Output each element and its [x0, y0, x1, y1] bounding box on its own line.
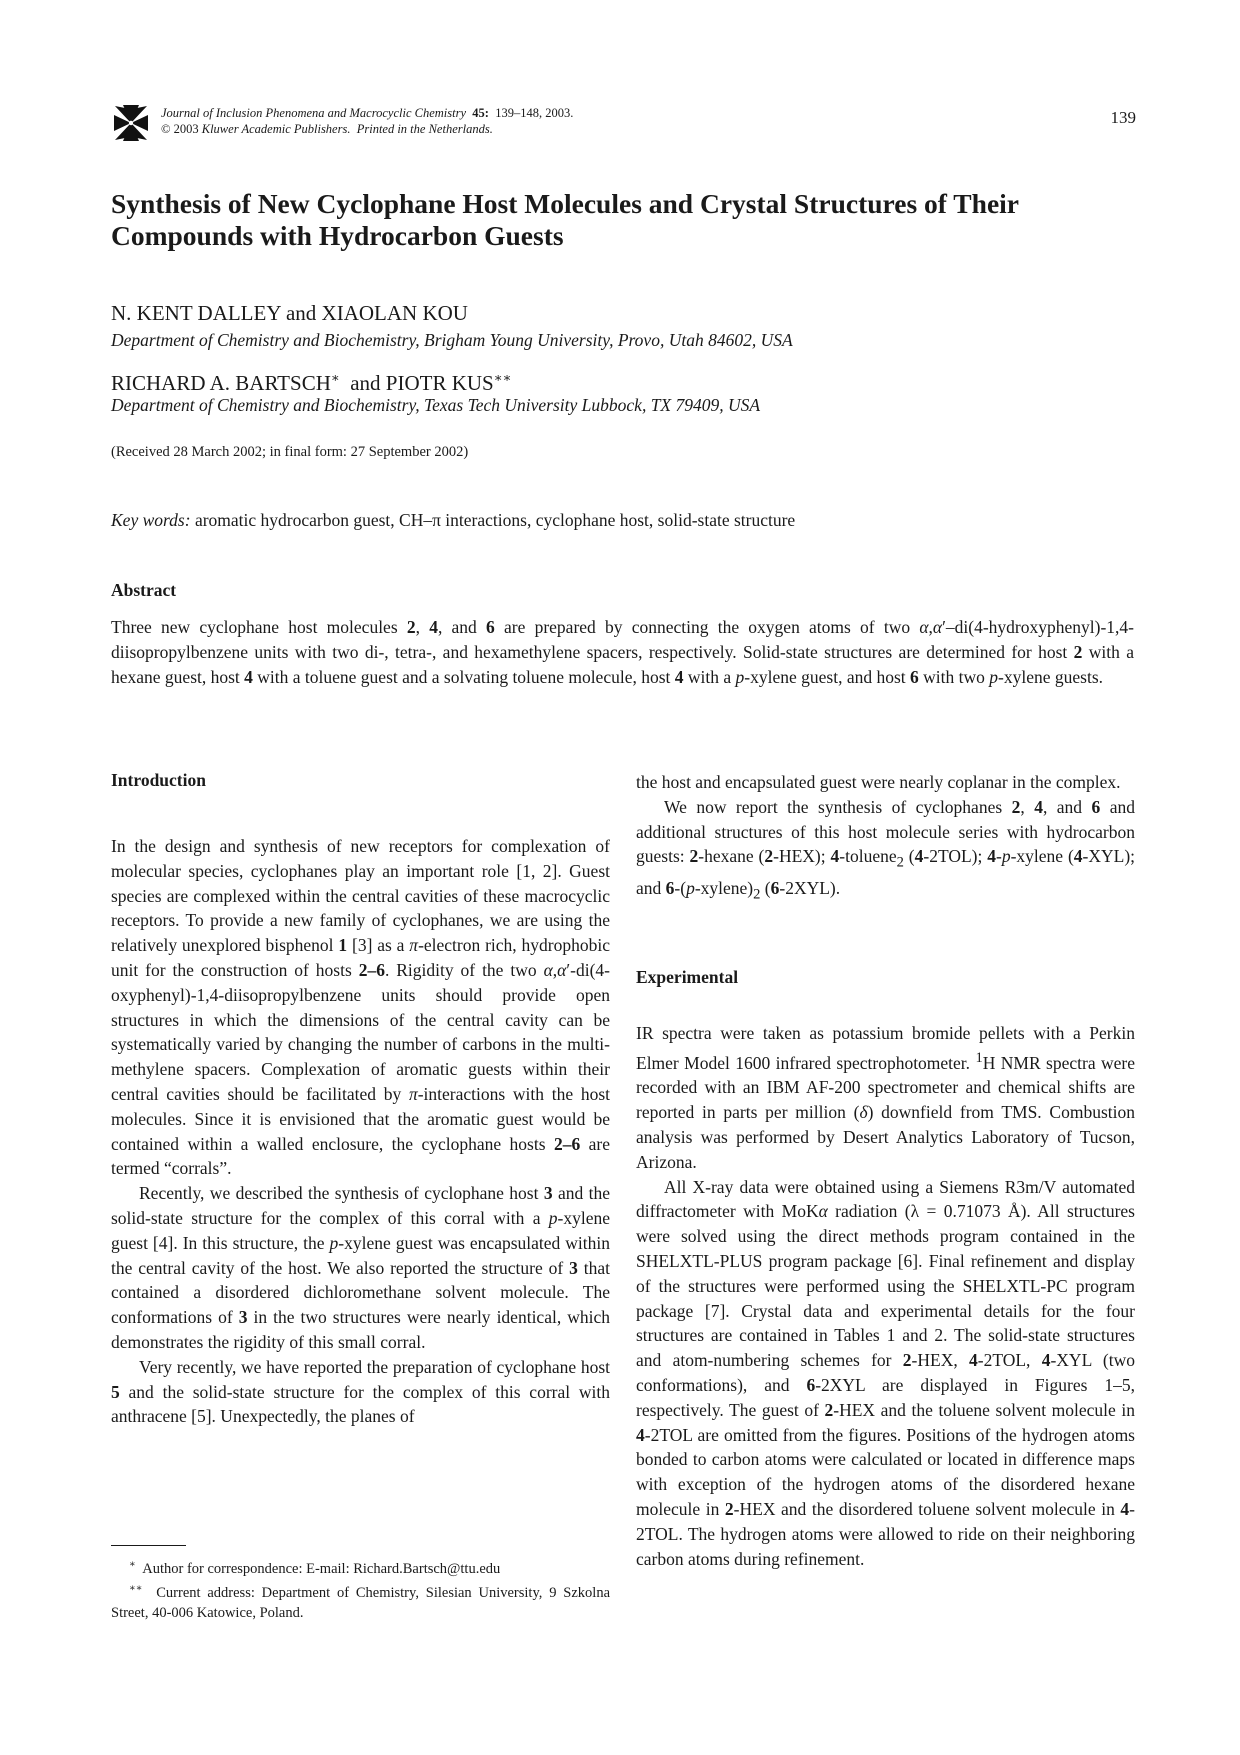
abstract-heading: Abstract — [111, 580, 177, 600]
journal-volume: 45: — [472, 106, 489, 120]
footnotes — [111, 1555, 610, 1623]
journal-header — [111, 103, 1136, 143]
keywords-text: aromatic hydrocarbon guest, CH–π interactions, cyclophane host, solid-state structure — [194, 510, 796, 530]
journal-citation — [161, 105, 573, 137]
keywords — [111, 510, 795, 531]
introduction-continuation — [636, 770, 1135, 907]
footnote-mark: ∗∗ — [493, 370, 512, 385]
experimental-heading: Experimental — [636, 967, 739, 987]
publisher-logo-icon — [111, 103, 151, 143]
journal-citation-line-1 — [161, 105, 573, 121]
paragraph: Recently, we described the synthesis of cyclophane host 3 and the solid-state structure for the complex of this corral with a p-xylene guest [4]. In this structure, the p-xylene guest was encapsulated within the central cavity of the host. We also reported the structure of 3 that contained a disordered dichloromethane solvent molecule. The conformations of 3 in the two structures were nearly identical, which demonstrates the rigidity of this small corral. — [111, 1183, 611, 1352]
journal-citation-line-2 — [161, 121, 573, 137]
introduction-body — [111, 834, 610, 1429]
footnote-text: Author for correspondence: E-mail: Richard.Bartsch@ttu.edu — [142, 1560, 501, 1577]
footnote-text: Current address: Department of Chemistry, Silesian University, 9 Szkolna Street, 40-006 Katowice, Poland. — [111, 1584, 610, 1621]
journal-pages: 139–148, 2003. — [495, 106, 574, 120]
paragraph: We now report the synthesis of cyclophanes 2, 4, and 6 and additional structures of this host molecule series with hydrocarbon guests: 2-hexane (2-HEX); 4-toluene$_2$ (4-2TOL); 4-p-xylene (4-XYL); and $6-(p-xylene)_2$ (6-2XYL). — [636, 796, 1136, 903]
article-title — [111, 188, 1131, 252]
footnote-mark: ∗∗ — [129, 1582, 143, 1594]
abstract-text: Three new cyclophane host molecules 2, 4, and 6 are prepared by connecting the oxygen atoms of two α,α′–di(4-hydroxyphenyl)-1,4-diisopropylbenzene units with two di-, tetra-, and hexamethylene spacers, respectively. Solid-state structures are determined for host 2 with a hexane guest, host 4 with a toluene guest and a solvating toluene molecule, host 4 with a p-xylene guest, and host 6 with two p-xylene guests. — [111, 617, 1134, 687]
author-joiner: and — [350, 371, 381, 395]
keywords-label: Key words: — [111, 510, 191, 530]
paragraph: the host and encapsulated guest were nearly coplanar in the complex. — [636, 772, 1121, 792]
journal-name: Journal of Inclusion Phenomena and Macrocyclic Chemistry — [161, 106, 467, 120]
printed-in: Printed in the Netherlands. — [356, 122, 493, 136]
footnote — [111, 1579, 610, 1623]
affiliation-1: Department of Chemistry and Biochemistry, Brigham Young University, Provo, Utah 84602, USA — [111, 330, 793, 350]
footnote-mark: ∗ — [129, 1559, 136, 1570]
footnote — [111, 1555, 610, 1579]
article-title-line-2: Compounds with Hydrocarbon Guests — [111, 220, 564, 251]
introduction-heading: Introduction — [111, 770, 206, 790]
copyright: © 2003 — [161, 122, 199, 136]
footnote-rule — [111, 1545, 186, 1546]
paragraph: IR spectra were taken as potassium bromide pellets with a Perkin Elmer Model 1600 infrared spectrophotometer. $^1$H NMR spectra were recorded with an IBM AF-200 spectrometer and chemical shifts are reported in parts per million (δ) downfield from TMS. Combustion analysis was performed by Desert Analytics Laboratory of Tucson, Arizona. — [636, 1023, 1135, 1172]
publisher: Kluwer Academic Publishers. — [201, 122, 351, 136]
paragraph: All X-ray data were obtained using a Siemens R3m/V automated diffractometer with MoKα radiation (λ = 0.71073 Å). All structures were solved using the direct methods program contained in the SHELXTL-PLUS program package [6]. Final refinement and display of the structures were performed using the SHELXTL-PC program package [7]. Crystal data and experimental details for the four structures are contained in Tables 1 and 2. The solid-state structures and atom-numbering schemes for 2-HEX, 4-2TOL, 4-XYL (two conformations), and 6-2XYL are displayed in Figures 1–5, respectively. The guest of 2-HEX and the toluene solvent molecule in 4-2TOL are omitted from the figures. Positions of the hydrogen atoms bonded to carbon atoms were calculated or located in difference maps with exception of the hydrogen atoms of the disordered hexane molecule in 2-HEX and the disordered toluene solvent molecule in 4-2TOL. The hydrogen atoms were allowed to ride on their neighboring carbon atoms during refinement. — [636, 1176, 1135, 1569]
affiliation-2: Department of Chemistry and Biochemistry, Texas Tech University Lubbock, TX 79409, USA — [111, 395, 761, 415]
paragraph: In the design and synthesis of new receptors for complexation of molecular species, cyclophanes play an important role [1, 2]. Guest species are complexed within the central cavities of these macrocyclic receptors. To provide a new family of cyclophanes, we are using the relatively unexplored bisphenol 1 [3] as a π-electron rich, hydrophobic unit for the construction of hosts 2–6. Rigidity of the two α,α′-di(4-oxyphenyl)-1,4-diisopropylbenzene units should provide open structures in which the dimensions of the central cavity can be systematically varied by changing the number of carbons in the multi-methylene spacers. Complexation of aromatic guests within their central cavities should be facilitated by π-interactions with the host molecules. Since it is envisioned that the aromatic guest would be contained within a walled enclosure, the cyclophane hosts 2–6 are termed “corrals”. — [111, 836, 611, 1179]
paragraph: Very recently, we have reported the preparation of cyclophane host 5 and the solid-state structure for the complex of this corral with anthracene [5]. Unexpectedly, the planes of — [111, 1356, 610, 1427]
author-line-2 — [111, 365, 1131, 396]
author-name: RICHARD A. BARTSCH — [111, 371, 331, 395]
experimental-body — [636, 1021, 1135, 1571]
page-number: 139 — [1110, 108, 1136, 127]
footnote-mark: ∗ — [330, 370, 340, 385]
author-line-1: N. KENT DALLEY and XIAOLAN KOU — [111, 301, 468, 325]
article-title-line-1: Synthesis of New Cyclophane Host Molecules and Crystal Structures of Their — [111, 188, 1019, 219]
author-name: PIOTR KUS — [385, 371, 494, 395]
received-dates: (Received 28 March 2002; in final form: 27 September 2002) — [111, 444, 469, 460]
